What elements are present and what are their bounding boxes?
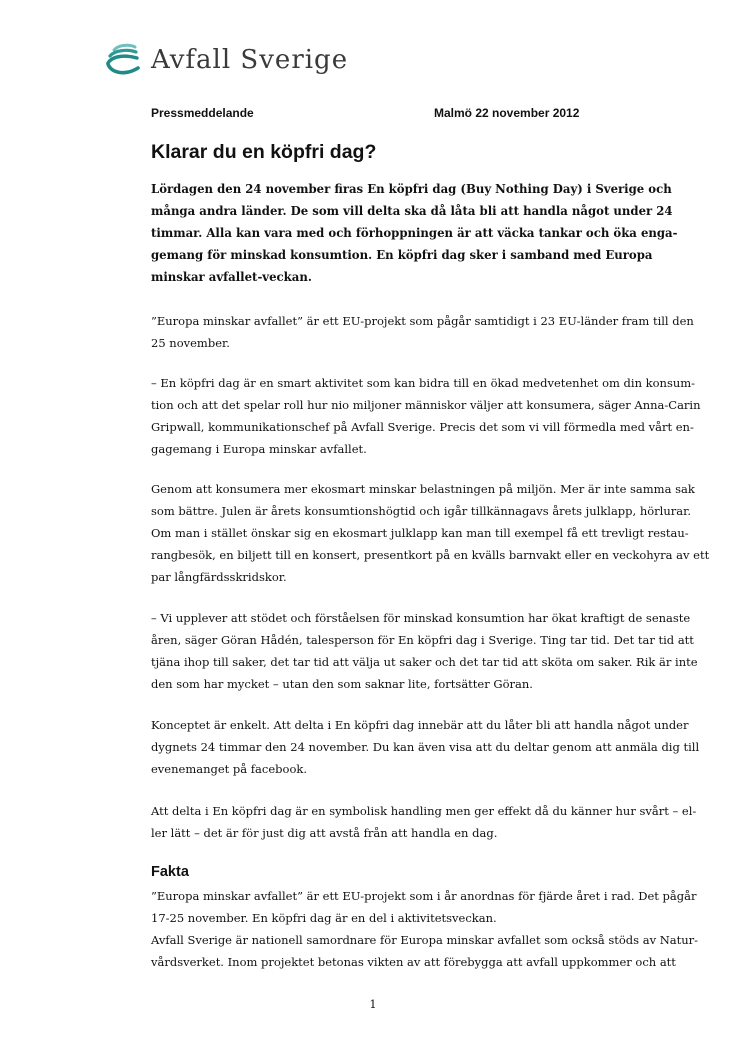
text-line: Genom att konsumera mer ekosmart minskar belastningen på miljön. Mer är inte samma sak xyxy=(151,482,695,496)
fakta-paragraph xyxy=(151,885,697,929)
text-line: rangbesök, en biljett till en konsert, presentkort på en kvälls barnvakt eller en veckohyra av ett xyxy=(151,548,710,562)
text-line: Lördagen den 24 november firas En köpfri dag (Buy Nothing Day) i Sverige och xyxy=(151,182,672,196)
text-line: par långfärdsskridskor. xyxy=(151,570,287,584)
text-line: 25 november. xyxy=(151,336,230,350)
place-date: Malmö 22 november 2012 xyxy=(434,106,580,120)
logo xyxy=(105,42,348,78)
logo-text: Avfall Sverige xyxy=(151,45,349,75)
fakta-heading: Fakta xyxy=(151,864,189,880)
text-line: – Vi upplever att stödet och förståelsen för minskad konsumtion har ökat kraftigt de senaste xyxy=(151,611,691,625)
text-line: den som har mycket – utan den som saknar lite, fortsätter Göran. xyxy=(151,677,533,691)
text-line: evenemanget på facebook. xyxy=(151,762,307,776)
body-paragraph xyxy=(151,800,697,844)
text-line: Konceptet är enkelt. Att delta i En köpfri dag innebär att du låter bli att handla något under xyxy=(151,718,689,732)
body-paragraph xyxy=(151,714,700,780)
text-line: Gripwall, kommunikationschef på Avfall Sverige. Precis det som vi vill förmedla med vårt en- xyxy=(151,420,694,434)
page-title: Klarar du en köpfri dag? xyxy=(151,141,377,163)
text-line: – En köpfri dag är en smart aktivitet som kan bidra till en ökad medvetenhet om din konsum- xyxy=(151,376,696,390)
text-line: många andra länder. De som vill delta ska då låta bli att handla något under 24 xyxy=(151,204,673,218)
text-line: Avfall Sverige är nationell samordnare för Europa minskar avfallet som också stöds av Natur- xyxy=(151,933,699,947)
text-line: minskar avfallet-veckan. xyxy=(151,270,312,284)
text-line: gemang för minskad konsumtion. En köpfri dag sker i samband med Europa xyxy=(151,248,653,262)
body-paragraph xyxy=(151,372,701,460)
text-line: gagemang i Europa minskar avfallet. xyxy=(151,442,367,456)
text-line: ler lätt – det är för just dig att avstå från att handla en dag. xyxy=(151,826,498,840)
text-line: Att delta i En köpfri dag är en symbolisk handling men ger effekt då du känner hur svårt – el- xyxy=(151,804,697,818)
body-paragraph xyxy=(151,310,694,354)
text-line: 17-25 november. En köpfri dag är en del i aktivitetsveckan. xyxy=(151,911,497,925)
text-line: Om man i stället önskar sig en ekosmart julklapp kan man till exempel få ett trevligt restau- xyxy=(151,526,689,540)
text-line: ”Europa minskar avfallet” är ett EU-projekt som pågår samtidigt i 23 EU-länder fram till den xyxy=(151,314,694,328)
text-line: åren, säger Göran Hådén, talesperson för En köpfri dag i Sverige. Ting tar tid. Det tar tid att xyxy=(151,633,694,647)
text-line: ”Europa minskar avfallet” är ett EU-projekt som i år anordnas för fjärde året i rad. Det pågår xyxy=(151,889,697,903)
text-line: tjäna ihop till saker, det tar tid att välja ut saker och det tar tid att sköta om saker. Rik är inte xyxy=(151,655,698,669)
document-type: Pressmeddelande xyxy=(151,106,254,120)
text-line: tion och att det spelar roll hur nio miljoner människor väljer att konsumera, säger Anna-Carin xyxy=(151,398,701,412)
fakta-paragraph xyxy=(151,929,699,973)
text-line: dygnets 24 timmar den 24 november. Du kan även visa att du deltar genom att anmäla dig till xyxy=(151,740,700,754)
body-paragraph xyxy=(151,478,710,588)
lede-paragraph xyxy=(151,178,678,288)
logo-mark-icon xyxy=(105,43,141,77)
text-line: timmar. Alla kan vara med och förhoppningen är att väcka tankar och öka enga- xyxy=(151,226,678,240)
page-number: 1 xyxy=(369,998,377,1011)
body-paragraph xyxy=(151,607,698,695)
text-line: som bättre. Julen är årets konsumtionshögtid och igår tillkännagavs årets julklapp, hörlurar. xyxy=(151,504,691,518)
text-line: vårdsverket. Inom projektet betonas vikten av att förebygga att avfall uppkommer och att xyxy=(151,955,676,969)
